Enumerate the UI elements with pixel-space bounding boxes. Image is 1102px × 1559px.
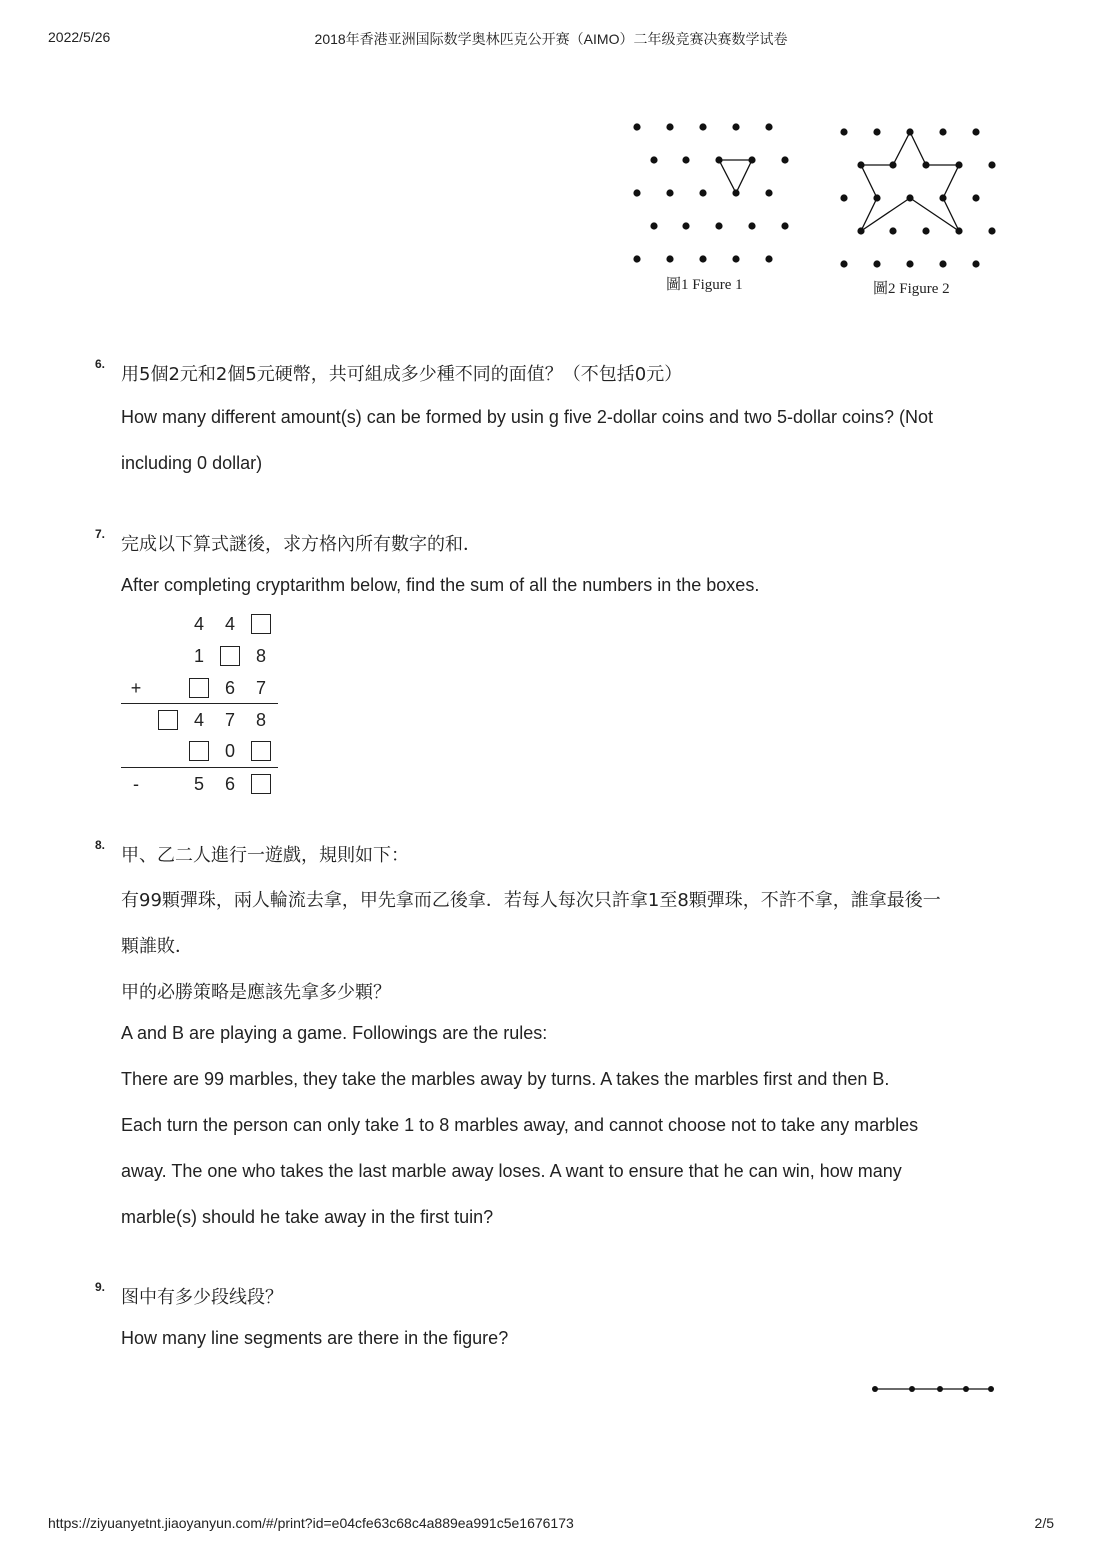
dot (633, 189, 640, 196)
figure-2-caption: 圖2 Figure 2 (873, 281, 950, 297)
figure-1 (633, 123, 788, 262)
line-segment-figure (866, 1380, 1002, 1398)
dot (666, 123, 673, 130)
point (909, 1386, 915, 1392)
dot (633, 123, 640, 130)
dot (972, 260, 979, 267)
question-8-chinese-question: 甲的必勝策略是應該先拿多少顆？ (121, 982, 391, 1003)
question-8-english-question: marble(s) should he take away in the first tuin? (121, 1207, 494, 1227)
dot (650, 222, 657, 229)
dot (889, 227, 896, 234)
digit: 6 (224, 678, 235, 698)
blank-box[interactable] (189, 741, 209, 761)
digit: 7 (224, 710, 235, 730)
digit: 6 (224, 774, 235, 794)
dot (633, 255, 640, 262)
star (861, 132, 959, 231)
dot (699, 255, 706, 262)
dot (972, 194, 979, 201)
point (988, 1386, 994, 1392)
dot (666, 255, 673, 262)
plus-sign: + (130, 678, 142, 698)
dot (972, 128, 979, 135)
digit: 4 (193, 710, 204, 730)
dot (650, 156, 657, 163)
dot (781, 222, 788, 229)
dot (732, 255, 739, 262)
question-7-number: 7. (95, 527, 106, 541)
digit: 8 (255, 710, 266, 730)
blank-box[interactable] (158, 710, 178, 730)
dot (765, 123, 772, 130)
dot (840, 260, 847, 267)
question-6-english-cont: including 0 dollar) (121, 453, 263, 473)
question-9-chinese: 图中有多少段线段？ (121, 1287, 283, 1308)
figure-1-caption: 圖1 Figure 1 (666, 277, 743, 293)
minus-sign: - (133, 774, 139, 794)
dot (715, 222, 722, 229)
question-8-number: 8. (95, 838, 106, 852)
dot (682, 222, 689, 229)
blank-box[interactable] (251, 741, 271, 761)
dot-grid-figures (600, 100, 1020, 310)
question-8-english: A and B are playing a game. Followings are the rules: (121, 1023, 548, 1043)
question-9-english: How many line segments are there in the figure? (121, 1328, 509, 1348)
question-7-english: After completing cryptarithm below, find the sum of all the numbers in the boxes. (121, 575, 760, 595)
question-8-chinese-rules: 有99顆彈珠，兩人輪流去拿，甲先拿而乙後拿．若每人每次只許拿1至8顆彈珠，不許不拿，誰拿最後一 (121, 890, 941, 911)
blank-box[interactable] (220, 646, 240, 666)
question-8-chinese: 甲、乙二人進行一遊戲，規則如下： (121, 845, 409, 866)
point (937, 1386, 943, 1392)
dot (699, 123, 706, 130)
digit: 4 (224, 614, 235, 634)
question-8-english-rules: There are 99 marbles, they take the marbles away by turns. A takes the marbles first and then B. (121, 1069, 890, 1089)
dot (873, 260, 880, 267)
blank-box[interactable] (251, 774, 271, 794)
question-7-chinese: 完成以下算式謎後，求方格內所有數字的和． (121, 534, 481, 555)
digit: 0 (224, 741, 235, 761)
dot (988, 227, 995, 234)
digit: 7 (255, 678, 266, 698)
dot (906, 260, 913, 267)
dot (666, 189, 673, 196)
point (963, 1386, 969, 1392)
question-8-english-rules-cont: Each turn the person can only take 1 to 8 marbles away, and cannot choose not to take any marbles (121, 1115, 919, 1135)
point (872, 1386, 878, 1392)
page-number: 2/5 (1034, 1515, 1054, 1531)
dot (682, 156, 689, 163)
source-url[interactable]: https://ziyuanyetnt.jiaoyanyun.com/#/print?id=e04cfe63c68c4a889ea991c5e1676173 (48, 1515, 574, 1531)
dot (988, 161, 995, 168)
print-date: 2022/5/26 (48, 29, 111, 45)
dot (840, 128, 847, 135)
dot (765, 255, 772, 262)
digit: 4 (193, 614, 204, 634)
digit: 8 (255, 646, 266, 666)
digit: 1 (193, 646, 204, 666)
digit: 5 (193, 774, 204, 794)
question-6-number: 6. (95, 357, 106, 371)
triangle (719, 160, 752, 193)
dot (765, 189, 772, 196)
blank-box[interactable] (251, 614, 271, 634)
sum-line (121, 703, 278, 704)
dot (840, 194, 847, 201)
document-title: 2018年香港亚洲国际数学奥林匹克公开赛（AIMO）二年级竞赛决赛数学试卷 (314, 31, 788, 47)
question-6-english: How many different amount(s) can be formed by usin g five 2-dollar coins and two 5-dollar coins? (Not (121, 407, 934, 427)
dot (939, 128, 946, 135)
question-8-english-rules-cont2: away. The one who takes the last marble away loses. A want to ensure that he can win, how many (121, 1161, 902, 1181)
difference-line (121, 767, 278, 768)
dot (939, 260, 946, 267)
dot (873, 128, 880, 135)
dot (748, 222, 755, 229)
dot (922, 227, 929, 234)
blank-box[interactable] (189, 678, 209, 698)
question-8-chinese-rules-cont: 顆誰敗． (121, 936, 193, 957)
dot (781, 156, 788, 163)
question-9-number: 9. (95, 1280, 106, 1294)
dot (699, 189, 706, 196)
question-6-chinese: 用5個2元和2個5元硬幣，共可組成多少種不同的面值？（不包括0元） (121, 364, 683, 385)
dot (732, 123, 739, 130)
